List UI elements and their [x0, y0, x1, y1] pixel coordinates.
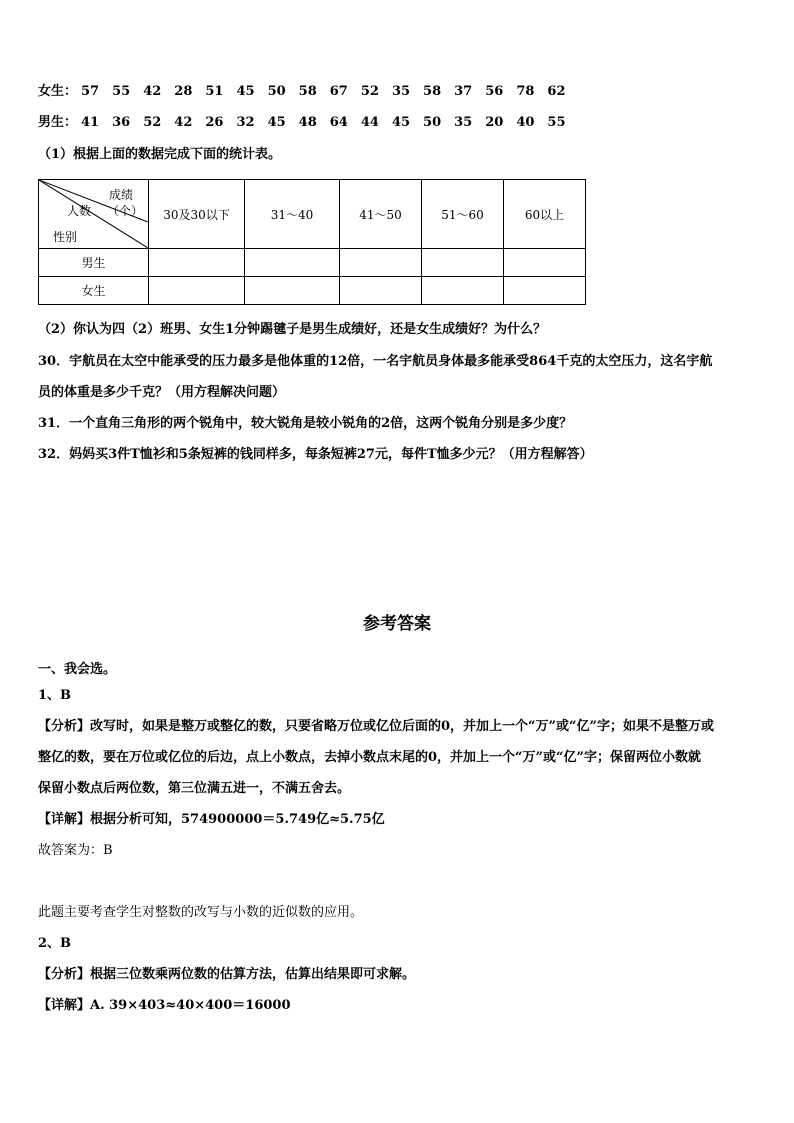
female-value: 62: [547, 84, 566, 99]
male-value: 50: [423, 115, 442, 130]
table-cell: [422, 249, 504, 277]
table-cell: [245, 249, 340, 277]
male-value: 64: [329, 115, 348, 130]
header-unit: （个）: [107, 204, 144, 218]
statistics-table: [38, 179, 586, 305]
table-cell: [340, 249, 422, 277]
female-value: 58: [298, 84, 317, 99]
female-value: 52: [360, 84, 379, 99]
male-value: 40: [516, 115, 535, 130]
female-value: 67: [329, 84, 348, 99]
answer-1-analysis: 整亿的数，要在万位或亿位的后边，点上小数点，去掉小数点末尾的0，并加上一个“万”或“亿”字；保留两位小数就: [38, 750, 701, 765]
question-1: （1）根据上面的数据完成下面的统计表。: [38, 147, 282, 162]
table-cell: [149, 249, 245, 277]
column-header: 31～40: [245, 180, 340, 249]
female-value: 78: [516, 84, 535, 99]
male-value: 36: [112, 115, 131, 130]
column-header: 60以上: [504, 180, 586, 249]
male-value: 32: [236, 115, 255, 130]
table-row: [39, 249, 586, 277]
female-label: 女生：: [38, 84, 78, 99]
male-value: 42: [174, 115, 193, 130]
female-value: 56: [485, 84, 504, 99]
diagonal-header-cell: [39, 180, 149, 249]
male-label: 男生：: [38, 115, 78, 130]
female-value: 37: [454, 84, 473, 99]
column-header: 41～50: [340, 180, 422, 249]
question-30-line-2: 员的体重是多少千克？（用方程解决问题）: [38, 385, 286, 400]
table-cell: [504, 249, 586, 277]
answers-title: 参考答案: [363, 614, 431, 634]
male-value: 55: [547, 115, 566, 130]
answer-1-analysis: 【分析】改写时，如果是整万或整亿的数，只要省略万位或亿位后面的0，并加上一个“万”或“亿”字；如果不是整万或: [38, 719, 714, 734]
female-value: 57: [81, 84, 100, 99]
female-value: 50: [267, 84, 286, 99]
header-gender: 性别: [53, 230, 78, 244]
male-value: 44: [360, 115, 379, 130]
answer-2-detail: 【详解】A. 39×403≈40×400＝16000: [38, 998, 291, 1013]
row-label-male: 男生: [39, 249, 149, 277]
female-value: 42: [143, 84, 162, 99]
question-32: 32．妈妈买3件T恤衫和5条短裤的钱同样多，每条短裤27元，每件T恤多少元？（用方程解答）: [38, 447, 593, 462]
row-label-female: 女生: [39, 277, 149, 305]
female-value: 28: [174, 84, 193, 99]
answer-1: 1、B: [38, 688, 72, 703]
header-count: 人数: [67, 204, 92, 218]
female-value: 35: [391, 84, 411, 99]
question-31: 31．一个直角三角形的两个锐角中，较大锐角是较小锐角的2倍，这两个锐角分别是多少度？: [38, 416, 573, 431]
question-2: （2）你认为四（2）班男、女生1分钟踢毽子是男生成绩好，还是女生成绩好？为什么？: [38, 322, 547, 337]
male-value: 52: [143, 115, 162, 130]
column-header: 30及30以下: [149, 180, 245, 249]
female-value: 45: [236, 84, 255, 99]
male-value: 35: [454, 115, 473, 130]
male-value: 45: [391, 115, 411, 130]
table-cell: [245, 277, 340, 305]
answer-2: 2、B: [38, 936, 72, 951]
question-30-line-1: 30．宇航员在太空中能承受的压力最多是他体重的12倍，一名宇航员身体最多能承受864千克的太空压力，这名宇航: [38, 354, 713, 369]
section-1-heading: 一、我会选。: [38, 662, 117, 677]
male-value: 26: [205, 115, 224, 130]
female-value: 58: [423, 84, 442, 99]
male-data-row: [38, 115, 579, 131]
answer-1-analysis: 保留小数点后两位数，第三位满五进一，不满五舍去。: [38, 781, 351, 796]
male-value: 41: [81, 115, 100, 130]
answer-1-detail: 【详解】根据分析可知，574900000＝5.749亿≈5.75亿: [38, 812, 385, 827]
header-grade: 成绩: [109, 188, 134, 202]
female-data-row: [38, 84, 579, 100]
female-value: 55: [112, 84, 131, 99]
male-value: 48: [298, 115, 317, 130]
table-cell: [422, 277, 504, 305]
male-value: 20: [485, 115, 504, 130]
table-cell: [504, 277, 586, 305]
answer-1-final: 故答案为：B: [38, 843, 113, 858]
answer-1-note: 此题主要考查学生对整数的改写与小数的近似数的应用。: [38, 905, 364, 920]
column-header: 51～60: [422, 180, 504, 249]
table-row: [39, 277, 586, 305]
table-cell: [340, 277, 422, 305]
female-value: 51: [205, 84, 224, 99]
male-value: 45: [267, 115, 286, 130]
table-cell: [149, 277, 245, 305]
answer-2-analysis: 【分析】根据三位数乘两位数的估算方法，估算出结果即可求解。: [38, 967, 416, 982]
